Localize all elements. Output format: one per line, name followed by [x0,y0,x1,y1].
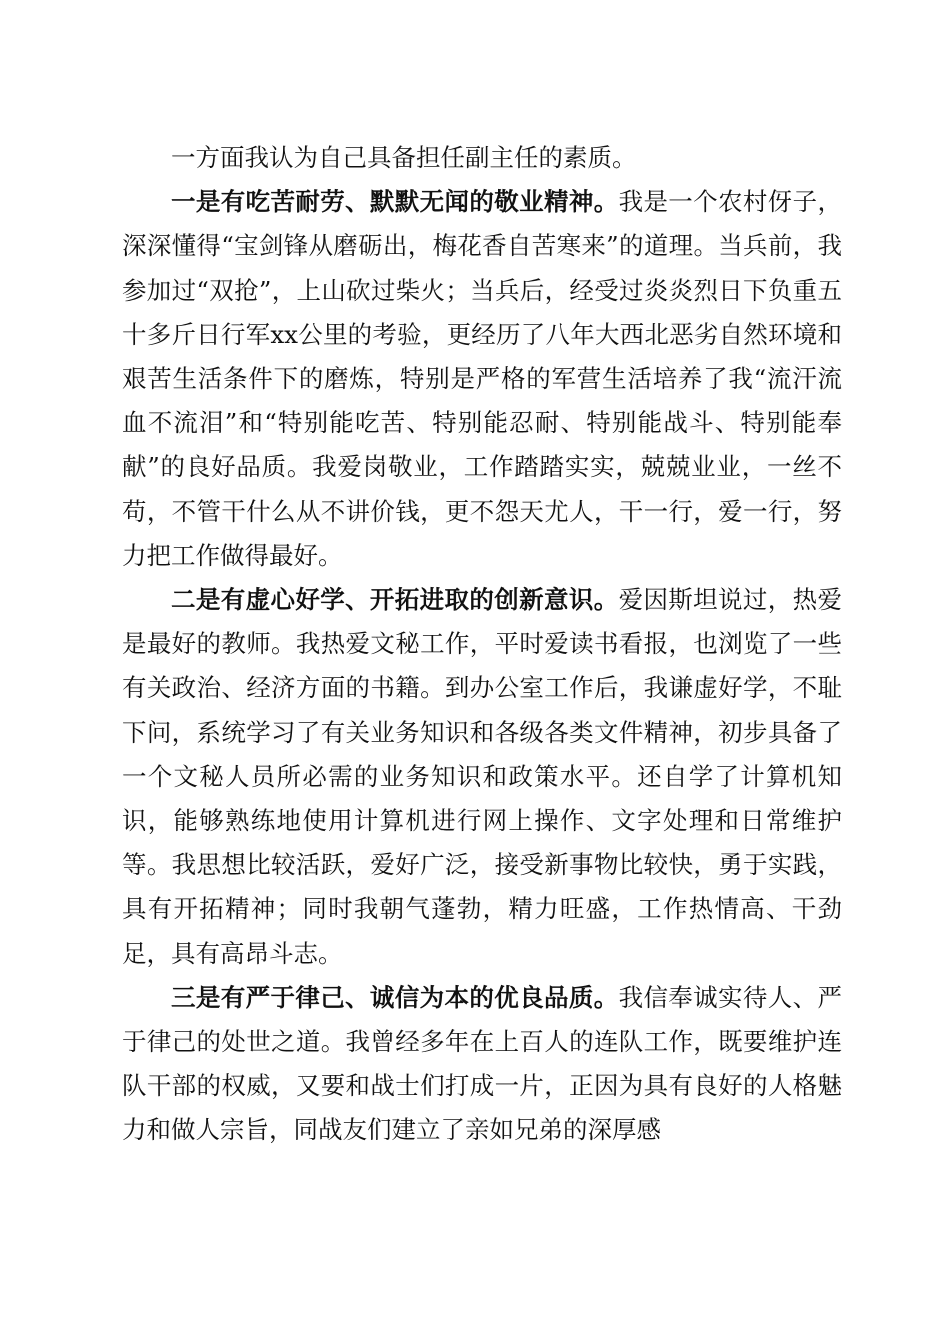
paragraph-text: 爱因斯坦说过，热爱是最好的教师。我热爱文秘工作，平时爱读书看报，也浏览了一些有关政治、经济方面的书籍。到办公室工作后，我谦虚好学，不耻下问，系统学习了有关业务知识和各级各类文件精神，初步具备了一个文秘人员所必需的业务知识和政策水平。还自学了计算机知识，能够熟练地使用计算机进行网上操作、文字处理和日常维护等。我思想比较活跃，爱好广泛，接受新事物比较快，勇于实践，具有开拓精神；同时我朝气蓬勃，精力旺盛，工作热情高、干劲足，具有高昂斗志。 [122,585,843,968]
paragraph-text: 一方面我认为自己具备担任副主任的素质。 [171,143,637,172]
paragraph-text: 我信奉诚实待人、严于律己的处世之道。我曾经多年在上百人的连队工作，既要维护连队干部的权威，又要和战士们打成一片，正因为具有良好的人格魅力和做人宗旨，同战友们建立了亲如兄弟的深厚感 [122,982,843,1145]
paragraph-point-three [122,976,842,1153]
paragraph-lead: 一是有吃苦耐劳、默默无闻的敬业精神。 [171,187,619,217]
paragraph-point-two [122,578,842,976]
paragraph-point-one [122,180,842,578]
paragraph-lead: 二是有虚心好学、开拓进取的创新意识。 [171,585,619,615]
paragraph-lead: 三是有严于律己、诚信为本的优良品质。 [171,982,619,1012]
paragraph-text: 我是一个农村伢子，深深懂得“宝剑锋从磨砺出，梅花香自苦寒来”的道理。当兵前，我参加过“双抢”，上山砍过柴火；当兵后，经受过炎炎烈日下负重五十多斤日行军xx公里的考验，更经历了八年大西北恶劣自然环境和艰苦生活条件下的磨炼，特别是严格的军营生活培养了我“流汗流血不流泪”和“特别能吃苦、特别能忍耐、特别能战斗、特别能奉献”的良好品质。我爱岗敬业，工作踏踏实实，兢兢业业，一丝不苟，不管干什么从不讲价钱，更不怨天尤人，干一行，爱一行，努力把工作做得最好。 [122,187,843,570]
document-body [122,136,842,1153]
paragraph-intro [122,136,842,180]
